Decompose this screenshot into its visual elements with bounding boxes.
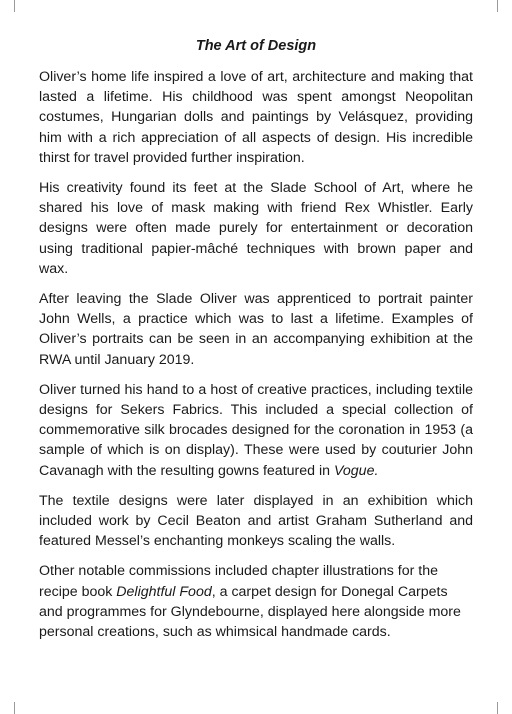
crop-mark-top-left: [14, 0, 15, 12]
paragraph-text: Oliver turned his hand to a host of creative practices, including textile designs for Sekers Fabrics. This included a special collection of commemorative silk brocades designed for the coronation in 1953 (a sample of which is on display). These were used by couturier John Cavanagh with the resulting gowns featured in: [39, 381, 473, 479]
paragraph-portraits: After leaving the Slade Oliver was apprenticed to portrait painter John Wells, a practice which was to last a lifetime. Examples of Oliver’s portraits can be seen in an accompanying exhibition at the RWA until January 2019.: [39, 291, 473, 368]
book-title: Delightful Food: [116, 583, 212, 600]
page-title: The Art of Design: [195, 38, 317, 54]
publication-name: Vogue.: [333, 462, 379, 479]
article-body: [39, 67, 473, 652]
paragraph-home-life: Oliver’s home life inspired a love of art, architecture and making that lasted a lifetime. His childhood was spent amongst Neopolitan costumes, Hungarian dolls and paintings by Velásquez, providing him with a rich appreciation of all aspects of design. His incredible thirst for travel provided further inspiration.: [39, 69, 473, 166]
paragraph-commissions: [39, 561, 473, 642]
paragraph-text: Other notable commissions included chapter illustrations for the recipe book: [39, 563, 439, 600]
crop-mark-top-right: [497, 0, 498, 12]
crop-mark-bottom-right: [497, 702, 498, 714]
paragraph-textile-designs: [39, 380, 473, 481]
paragraph-exhibition: The textile designs were later displayed in an exhibition which included work by Cecil Beaton and artist Graham Sutherland and featured Messel’s enchanting monkeys scaling the walls.: [39, 492, 473, 550]
paragraph-text: , a carpet design for Donegal Carpets and programmes for Glyndebourne, displayed here alongside more personal creations, such as whimsical handmade cards.: [39, 583, 461, 641]
crop-mark-bottom-left: [14, 702, 15, 714]
paragraph-slade-school: His creativity found its feet at the Slade School of Art, where he shared his love of mask making with friend Rex Whistler. Early designs were often made purely for entertainment or decoration using traditional papier-mâché techniques with brown paper and wax.: [39, 180, 473, 277]
